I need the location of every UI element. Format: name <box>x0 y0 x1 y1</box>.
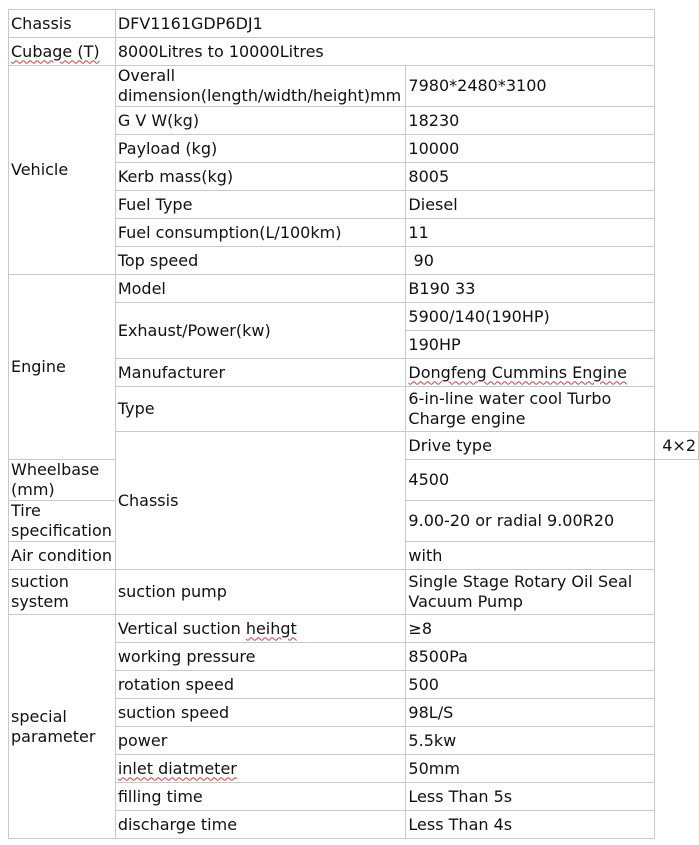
spec-value: 4×2 <box>655 432 699 460</box>
chassis-label: Chassis <box>9 10 116 38</box>
spec-key: Air condition <box>9 542 116 570</box>
spec-key: Drive type <box>406 432 655 460</box>
spec-key: Payload (kg) <box>115 135 406 163</box>
spec-value: 11 <box>406 219 655 247</box>
spec-value: 50mm <box>406 755 655 783</box>
spec-key-text: Vertical suction <box>117 618 246 638</box>
spec-value: ≥8 <box>406 615 655 643</box>
spec-value: 8005 <box>406 163 655 191</box>
spec-value: 7980*2480*3100 <box>406 66 655 107</box>
spec-key: Model <box>115 275 406 303</box>
spec-key: Kerb mass(kg) <box>115 163 406 191</box>
spec-value: with <box>406 542 655 570</box>
spec-value: Less Than 4s <box>406 811 655 839</box>
table-row <box>9 275 699 303</box>
spec-key: discharge time <box>115 811 406 839</box>
spec-key: Wheelbase (mm) <box>9 460 116 501</box>
spec-key: working pressure <box>115 643 406 671</box>
spec-value: 18230 <box>406 107 655 135</box>
inlet-diameter-label: inlet diatmeter <box>117 758 237 778</box>
vertical-suction-height-word: heihgt <box>245 618 297 638</box>
spec-key <box>115 615 406 643</box>
spec-table-wrapper <box>8 9 699 839</box>
spec-key: Fuel consumption(L/100km) <box>115 219 406 247</box>
section-special-label: special parameter <box>9 615 116 839</box>
spec-value: 10000 <box>406 135 655 163</box>
manufacturer-value: Dongfeng Cummins Engine <box>408 362 628 382</box>
spec-value: B190 33 <box>406 275 655 303</box>
spec-value: 190HP <box>406 331 655 359</box>
chassis-value: DFV1161GDP6DJ1 <box>115 10 654 38</box>
spec-key: rotation speed <box>115 671 406 699</box>
spec-value: 9.00-20 or radial 9.00R20 <box>406 501 655 542</box>
spec-key <box>115 755 406 783</box>
table-row <box>9 38 699 66</box>
spec-key: Tire specification <box>9 501 116 542</box>
spec-value <box>406 359 655 387</box>
spec-key: Fuel Type <box>115 191 406 219</box>
spec-value: Diesel <box>406 191 655 219</box>
spec-key: Exhaust/Power(kw) <box>115 303 406 359</box>
section-chassis-label: Chassis <box>115 432 406 570</box>
spec-value: 8500Pa <box>406 643 655 671</box>
table-row <box>9 66 699 107</box>
spec-key: suction speed <box>115 699 406 727</box>
table-row <box>9 615 699 643</box>
section-suction-label: suction system <box>9 570 116 615</box>
spec-value: 4500 <box>406 460 655 501</box>
spec-value: 90 <box>406 247 655 275</box>
spec-value: Less Than 5s <box>406 783 655 811</box>
cubage-label <box>9 38 116 66</box>
table-row <box>9 10 699 38</box>
cubage-label-text: Cubage (T) <box>11 41 100 61</box>
spec-value: Single Stage Rotary Oil Seal Vacuum Pump <box>406 570 655 615</box>
spec-key: Manufacturer <box>115 359 406 387</box>
spec-value: 98L/S <box>406 699 655 727</box>
spec-value: 5.5kw <box>406 727 655 755</box>
section-vehicle-label: Vehicle <box>9 66 116 275</box>
spec-key: Top speed <box>115 247 406 275</box>
spec-table <box>8 9 699 839</box>
spec-key: filling time <box>115 783 406 811</box>
spec-key: G V W(kg) <box>115 107 406 135</box>
spec-key: suction pump <box>115 570 406 615</box>
section-engine-label: Engine <box>9 275 116 460</box>
cubage-value: 8000Litres to 10000Litres <box>115 38 654 66</box>
spec-value: 500 <box>406 671 655 699</box>
spec-key: power <box>115 727 406 755</box>
spec-value: 5900/140(190HP) <box>406 303 655 331</box>
table-row <box>9 570 699 615</box>
spec-key: Overall dimension(length/width/height)mm <box>115 66 406 107</box>
spec-value: 6-in-line water cool Turbo Charge engine <box>406 387 655 432</box>
spec-key: Type <box>115 387 406 432</box>
